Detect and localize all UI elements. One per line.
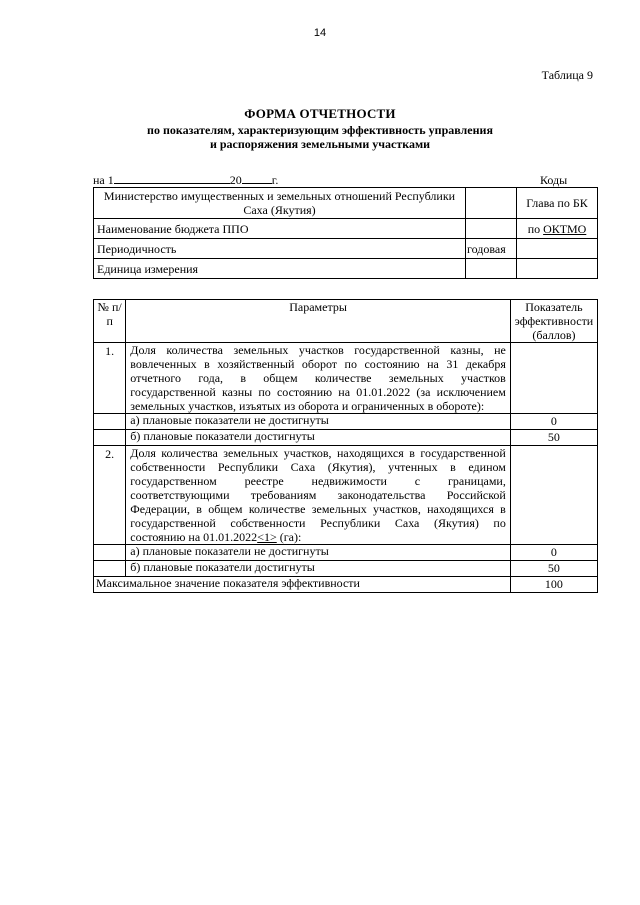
table-row <box>94 239 598 259</box>
item-score: 0 <box>510 414 597 430</box>
oktmo-link[interactable]: ОКТМО <box>543 221 587 236</box>
table-label: Таблица 9 <box>541 68 593 82</box>
table-row <box>94 219 598 239</box>
table-row <box>94 259 598 279</box>
item-description-tail: (га): <box>276 530 302 544</box>
table-row <box>94 414 598 430</box>
item-number <box>94 414 126 430</box>
item-score: 50 <box>510 561 597 577</box>
glava-bk-cell: Глава по БК <box>517 188 598 219</box>
item-score: 0 <box>510 545 597 561</box>
item-number: 2. <box>94 446 126 545</box>
oktmo-cell <box>517 219 598 239</box>
table-header-row <box>94 300 598 343</box>
date-year: 20 <box>229 173 242 187</box>
col-header-score: Показатель эффективности (баллов) <box>510 300 597 343</box>
item-option: а) плановые показатели не достигнуты <box>126 414 511 430</box>
ministry-cell: Министерство имущественных и земельных отношений Республики Саха (Якутия) <box>94 188 466 219</box>
date-day-blank <box>114 173 230 184</box>
footnote-link[interactable]: <1> <box>257 530 277 544</box>
report-date-line <box>93 173 278 188</box>
date-prefix: на 1 <box>93 173 114 187</box>
item-option: б) плановые показатели достигнуты <box>126 430 511 446</box>
col-header-parameters: Параметры <box>126 300 511 343</box>
table-row <box>94 188 598 219</box>
table-row <box>94 343 598 414</box>
empty-cell <box>466 219 517 239</box>
table-row <box>94 446 598 545</box>
form-subtitle-line-1: по показателям, характеризующим эффективность управления <box>147 123 493 137</box>
max-value-label: Максимальное значение показателя эффективности <box>94 577 511 593</box>
item-description-text: Доля количества земельных участков, находящихся в государственной собственности Республики Саха (Якутия), учтенных в едином государственном реестре недвижимости с границами, соответствующими требованиям законодательства Российской Федерации, в общем количестве земельных участков, находящихся в государственной собственности Республики Саха (Якутия) по состоянию на 01.01.2022 <box>130 446 506 544</box>
unit-cell: Единица измерения <box>94 259 466 279</box>
date-year-blank <box>242 173 272 184</box>
empty-cell <box>466 188 517 219</box>
col-header-number: № п/п <box>94 300 126 343</box>
item-score <box>510 446 597 545</box>
empty-cell <box>517 239 598 259</box>
max-value: 100 <box>510 577 597 593</box>
table-row <box>94 577 598 593</box>
header-table <box>93 187 598 279</box>
item-option: б) плановые показатели достигнуты <box>126 561 511 577</box>
item-score: 50 <box>510 430 597 446</box>
form-title: ФОРМА ОТЧЕТНОСТИ <box>244 106 396 121</box>
item-number <box>94 561 126 577</box>
item-option: а) плановые показатели не достигнуты <box>126 545 511 561</box>
table-row <box>94 545 598 561</box>
item-number: 1. <box>94 343 126 414</box>
codes-label: Коды <box>540 173 568 187</box>
empty-cell <box>466 259 517 279</box>
parameters-table <box>93 299 598 593</box>
item-number <box>94 430 126 446</box>
empty-cell <box>517 259 598 279</box>
page-number: 14 <box>313 27 327 39</box>
date-suffix: г. <box>271 173 279 187</box>
item-description <box>126 446 511 545</box>
item-description: Доля количества земельных участков государственной казны, не вовлеченных в хозяйственный оборот по состоянию на 31 декабря отчетного года, в общем количестве земельных участков государственной казны по состоянию на 01.01.2022 (за исключением земельных участков, изъятых из оборота и ограниченных в обороте): <box>126 343 511 414</box>
budget-name-cell: Наименование бюджета ППО <box>94 219 466 239</box>
table-row <box>94 430 598 446</box>
form-subtitle-line-2: и распоряжения земельными участками <box>209 137 431 151</box>
periodicity-value-cell: годовая <box>466 239 517 259</box>
table-row <box>94 561 598 577</box>
item-score <box>510 343 597 414</box>
periodicity-cell: Периодичность <box>94 239 466 259</box>
oktmo-prefix: по <box>527 221 544 236</box>
item-number <box>94 545 126 561</box>
